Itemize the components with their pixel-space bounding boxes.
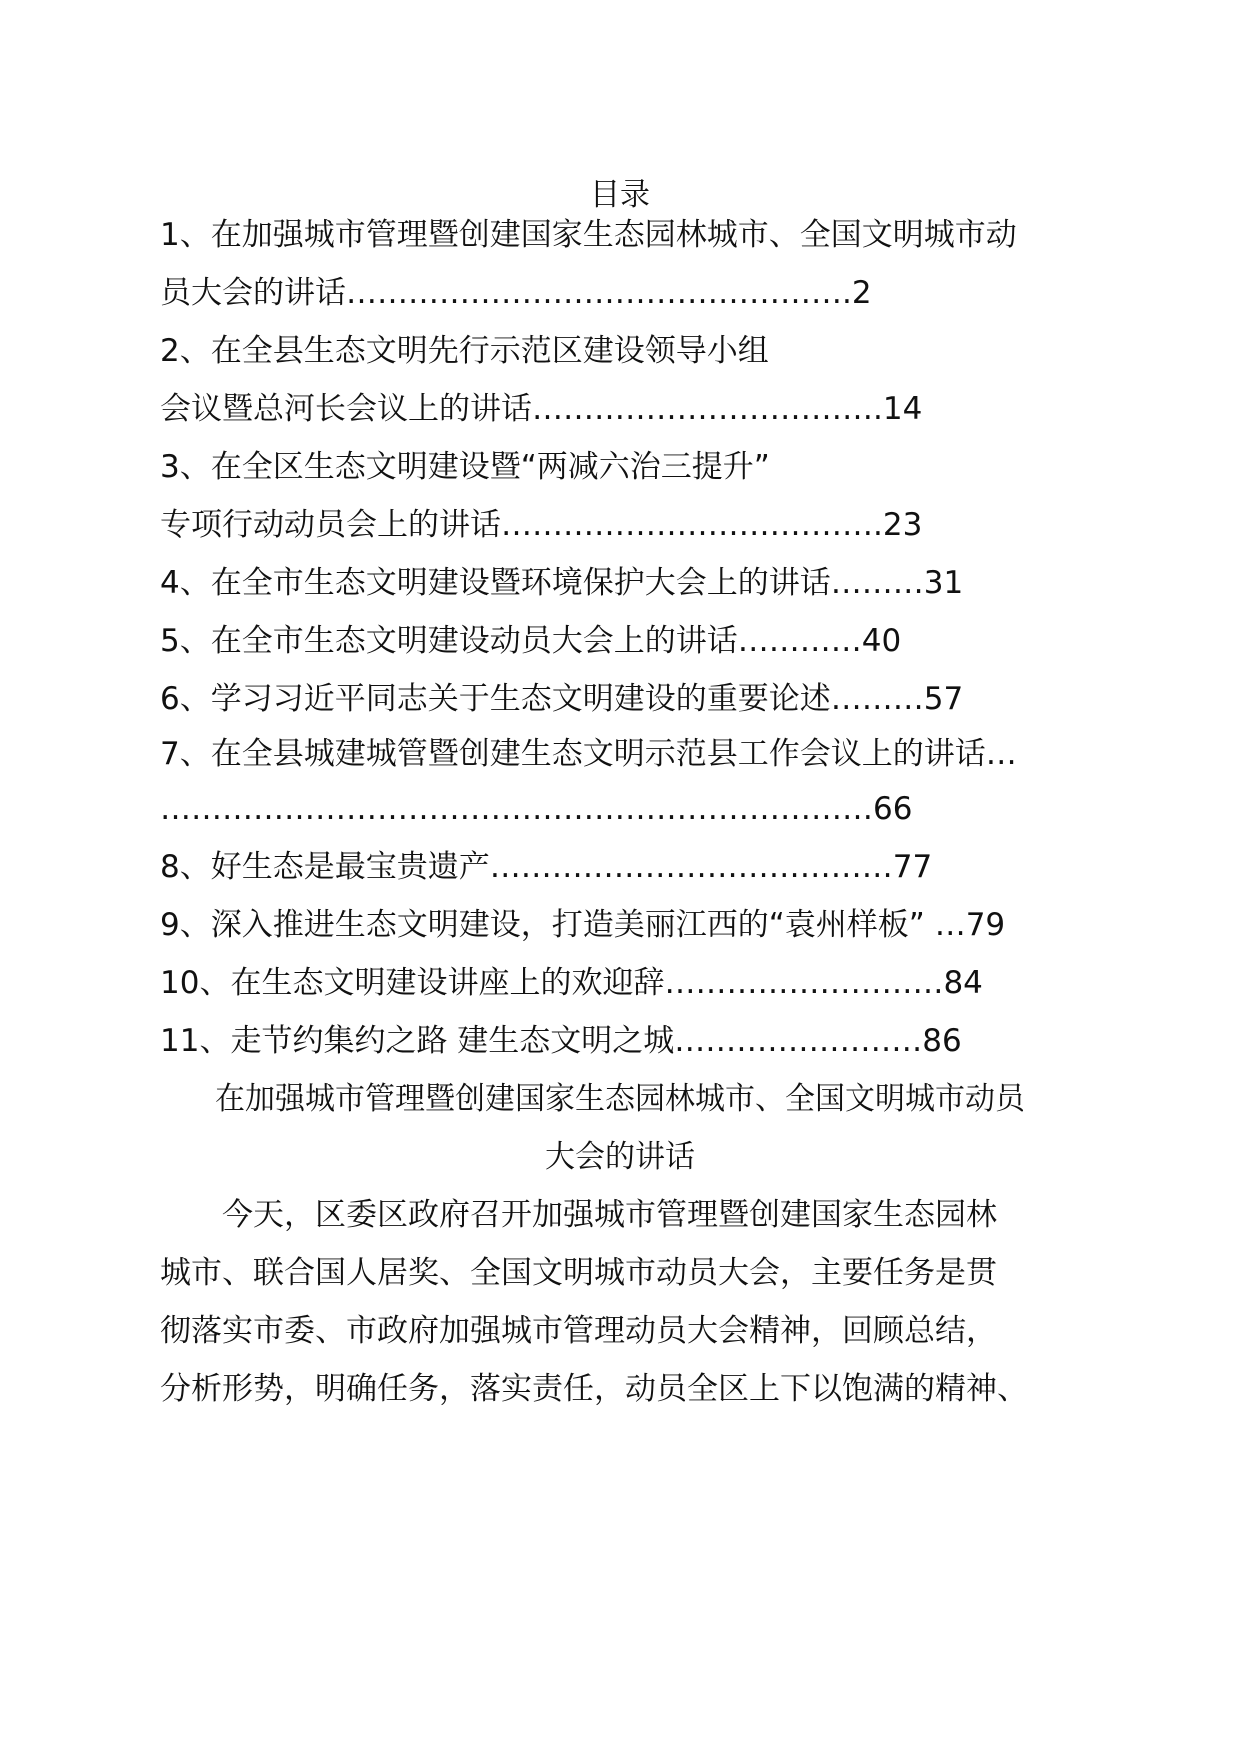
article-body-line-1: 今天，区委区政府召开加强城市管理暨创建国家生态园林 — [160, 1197, 997, 1233]
toc-entry-1-line-1: 1、在加强城市管理暨创建国家生态园林城市、全国文明城市动 — [160, 217, 1017, 253]
toc-entry-9-line-1: 9、深入推进生态文明建设，打造美丽江西的“袁州样板” …79 — [160, 907, 1006, 943]
toc-entry-6-line-1: 6、学习习近平同志关于生态文明建设的重要论述………57 — [160, 681, 964, 717]
article-body-line-4: 分析形势，明确任务，落实责任，动员全区上下以饱满的精神、 — [160, 1371, 1028, 1407]
toc-entry-1-line-2: 员大会的讲话………………………………………….2 — [160, 275, 872, 311]
toc-entry-3-line-1: 3、在全区生态文明建设暨“两减六治三提升” — [160, 449, 770, 485]
article-title-line-2: 大会的讲话 — [545, 1139, 695, 1175]
toc-entry-7-line-1: 7、在全县城建城管暨创建生态文明示范县工作会议上的讲话… — [160, 736, 1017, 772]
toc-entry-2-line-2: 会议暨总河长会议上的讲话…………………………….14 — [160, 391, 923, 427]
toc-title: 目录 — [590, 177, 650, 213]
toc-entry-8-line-1: 8、好生态是最宝贵遗产…………………………………77 — [160, 849, 933, 885]
toc-entry-5-line-1: 5、在全市生态文明建设动员大会上的讲话…………40 — [160, 623, 902, 659]
article-body-line-3: 彻落实市委、市政府加强城市管理动员大会精神，回顾总结， — [160, 1313, 997, 1349]
toc-entry-4-line-1: 4、在全市生态文明建设暨环境保护大会上的讲话………31 — [160, 565, 964, 601]
article-body-line-2: 城市、联合国人居奖、全国文明城市动员大会，主要任务是贯 — [160, 1255, 997, 1291]
toc-entry-7-line-2: ……………………………………………………………66 — [160, 791, 913, 827]
toc-entry-2-line-1: 2、在全县生态文明先行示范区建设领导小组 — [160, 333, 769, 369]
toc-entry-11-line-1: 11、走节约集约之路 建生态文明之城……………………86 — [160, 1023, 962, 1059]
article-title-line-1: 在加强城市管理暨创建国家生态园林城市、全国文明城市动员 — [215, 1081, 1025, 1117]
toc-entry-3-line-2: 专项行动动员会上的讲话……………………………….23 — [160, 507, 923, 543]
toc-entry-10-line-1: 10、在生态文明建设讲座上的欢迎辞………………………84 — [160, 965, 983, 1001]
